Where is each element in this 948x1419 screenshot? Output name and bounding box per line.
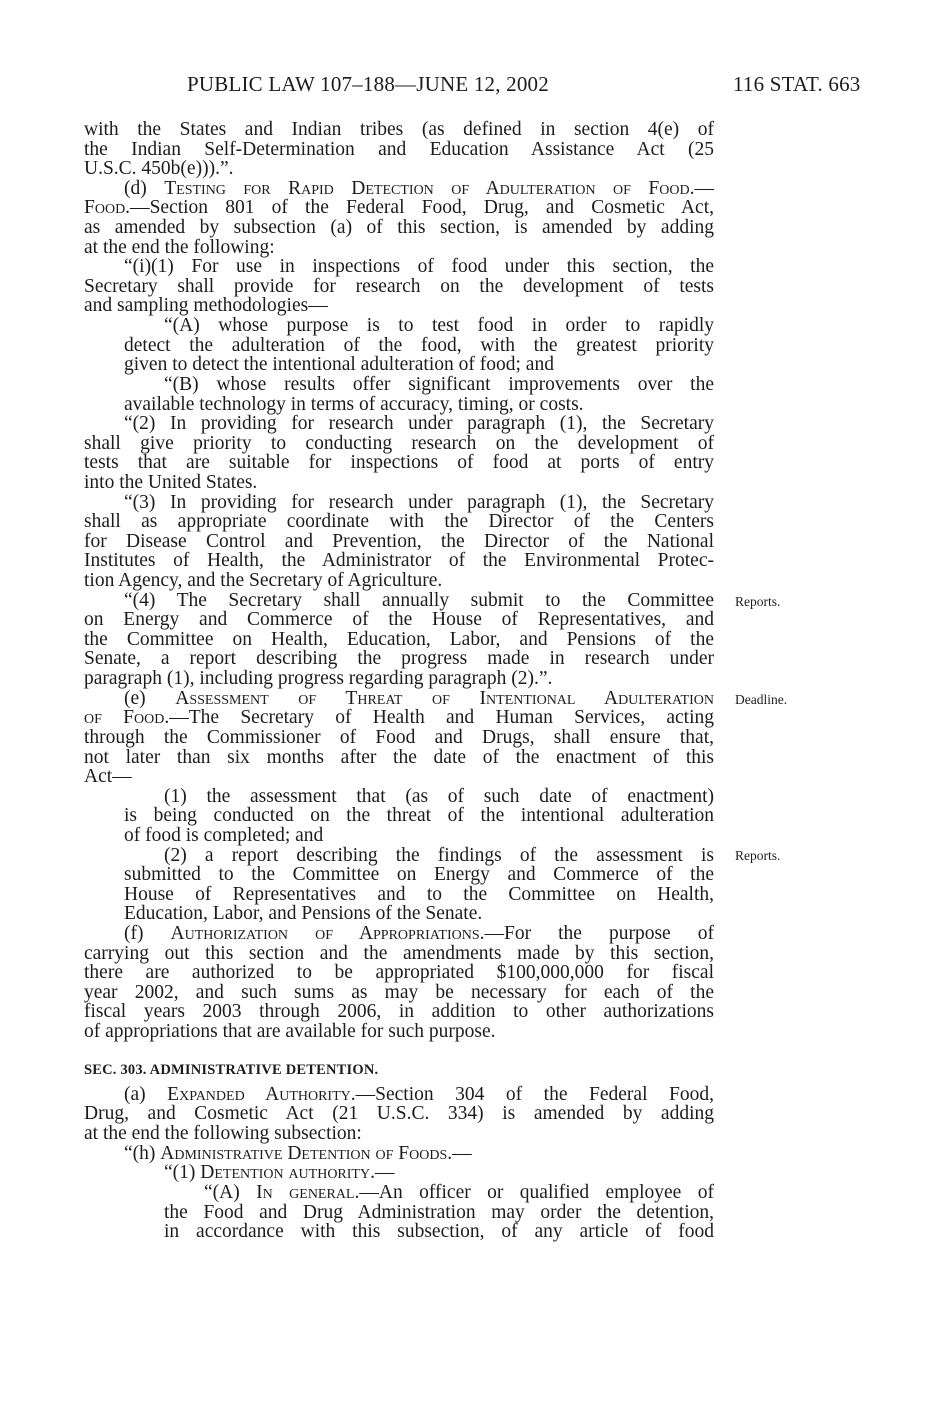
text-line: House of Representatives and to the Committee on Health, [124, 883, 714, 905]
text-line: tests that are suitable for inspections of food at ports of entry [84, 452, 714, 474]
text-line: Secretary shall provide for research on the development of tests [84, 275, 714, 297]
subsection-heading: Authorization of Appropriations.— [170, 922, 504, 944]
running-header-page-number: 116 STAT. 663 [733, 72, 861, 96]
subsection-a-heading-line: (a) Expanded Authority.—Section 304 of the Federal Food, [124, 1083, 714, 1105]
text-line: into the United States. [84, 471, 258, 493]
text-line: of Food.—The Secretary of Health and Human Services, acting [84, 707, 714, 729]
text-line: in accordance with this subsection, of any article of food [164, 1221, 714, 1243]
text-line: (2) a report describing the findings of the assessment is [164, 844, 714, 866]
text-line: with the States and Indian tribes (as defined in section 4(e) of [84, 119, 714, 140]
text-line: not later than six months after the date of the enactment of this [84, 746, 714, 768]
text-line: Institutes of Health, the Administrator of the Environmental Protec- [84, 550, 714, 572]
text-line: “(3) In providing for research under paragraph (1), the Secretary [124, 491, 714, 513]
margin-note-reports-2: Reports. [735, 848, 781, 863]
text-line: Act— [84, 766, 132, 788]
paragraph-h-heading-line: “(h) Administrative Detention of Foods.— [124, 1142, 472, 1164]
subsection-d-heading-line: (d) Testing for Rapid Detection of Adulteration of Food.— [124, 177, 714, 199]
text-line: and sampling methodologies— [84, 295, 328, 317]
text-line: (1) the assessment that (as of such date of enactment) [164, 785, 714, 807]
subsection-heading: Assessment of Threat of Intentional Adulteration [175, 687, 714, 709]
text-line: given to detect the intentional adulteration of food; and [124, 354, 554, 376]
text-line: “(4) The Secretary shall annually submit to the Committee [124, 589, 714, 611]
text-line: year 2002, and such sums as may be necessary for each of the [84, 981, 714, 1003]
text-line: on Energy and Commerce of the House of Representatives, and [84, 609, 714, 631]
text-line: the Committee on Health, Education, Labor, and Pensions of the [84, 628, 714, 650]
text-line: fiscal years 2003 through 2006, in addition to other authorizations [84, 1001, 714, 1023]
margin-note-deadline: Deadline. [735, 692, 788, 707]
text-line: “(i)(1) For use in inspections of food under this section, the [124, 256, 714, 278]
subsection-heading: Testing for Rapid Detection of Adulteration of Food.— [164, 177, 714, 199]
text-line: Food.—Section 801 of the Federal Food, Drug, and Cosmetic Act, [84, 197, 714, 219]
section-heading: SEC. 303. ADMINISTRATIVE DETENTION. [84, 1062, 379, 1079]
subsection-e-heading-line: (e) Assessment of Threat of Intentional Adulteration [124, 687, 714, 709]
subparagraph-a-heading-line: “(A) In general.—An officer or qualified employee of [204, 1181, 714, 1203]
text-line: through the Commissioner of Food and Drugs, shall ensure that, [84, 726, 714, 748]
text-line: for Disease Control and Prevention, the Director of the National [84, 530, 714, 552]
text-line: tion Agency, and the Secretary of Agriculture. [84, 570, 443, 592]
text-line: as amended by subsection (a) of this section, is amended by adding [84, 217, 714, 239]
text-line: “(B) whose results offer significant improvements over the [164, 373, 714, 395]
text-line: shall as appropriate coordinate with the Director of the Centers [84, 511, 714, 533]
margin-note-reports: Reports. [735, 594, 781, 609]
text-line: the Indian Self-Determination and Education Assistance Act (25 [84, 138, 714, 160]
text-line: Drug, and Cosmetic Act (21 U.S.C. 334) is amended by adding [84, 1103, 714, 1125]
text-line: Education, Labor, and Pensions of the Senate. [124, 903, 483, 925]
text-line: “(2) In providing for research under paragraph (1), the Secretary [124, 413, 714, 435]
paragraph-1-heading-line: “(1) Detention authority.— [164, 1162, 395, 1184]
text-line: submitted to the Committee on Energy and Commerce of the [124, 864, 714, 886]
text-line: the Food and Drug Administration may order the detention, [164, 1201, 714, 1223]
text-line: shall give priority to conducting research on the development of [84, 432, 714, 454]
text-line: paragraph (1), including progress regarding paragraph (2).”. [84, 668, 553, 690]
text-line: of food is completed; and [124, 824, 324, 846]
subsection-heading: Expanded Authority.— [167, 1083, 376, 1105]
text-line: at the end the following: [84, 236, 275, 258]
section-spacer [84, 1042, 714, 1062]
text-line: Senate, a report describing the progress made in research under [84, 648, 714, 670]
text-line: “(A) whose purpose is to test food in order to rapidly [164, 315, 714, 337]
text-line: carrying out this section and the amendments made by this section, [84, 942, 714, 964]
paragraph-heading: Detention authority.— [200, 1162, 395, 1184]
text-line: available technology in terms of accuracy, timing, or costs. [124, 393, 584, 415]
paragraph-heading: Administrative Detention of Foods.— [160, 1142, 472, 1164]
text-line: is being conducted on the threat of the intentional adulteration [124, 805, 714, 827]
text-line: at the end the following subsection: [84, 1123, 362, 1145]
text-line: detect the adulteration of the food, with the greatest priority [124, 334, 714, 356]
text-line: there are authorized to be appropriated $100,000,000 for fiscal [84, 962, 714, 984]
text-line: U.S.C. 450b(e))).”. [84, 158, 234, 180]
running-header-title: PUBLIC LAW 107–188—JUNE 12, 2002 [187, 72, 549, 96]
subsection-f-heading-line: (f) Authorization of Appropriations.—For the purpose of [124, 922, 714, 944]
paragraph-heading: In general.— [256, 1181, 379, 1203]
text-line: of appropriations that are available for such purpose. [84, 1021, 496, 1043]
body-text [84, 120, 714, 1242]
